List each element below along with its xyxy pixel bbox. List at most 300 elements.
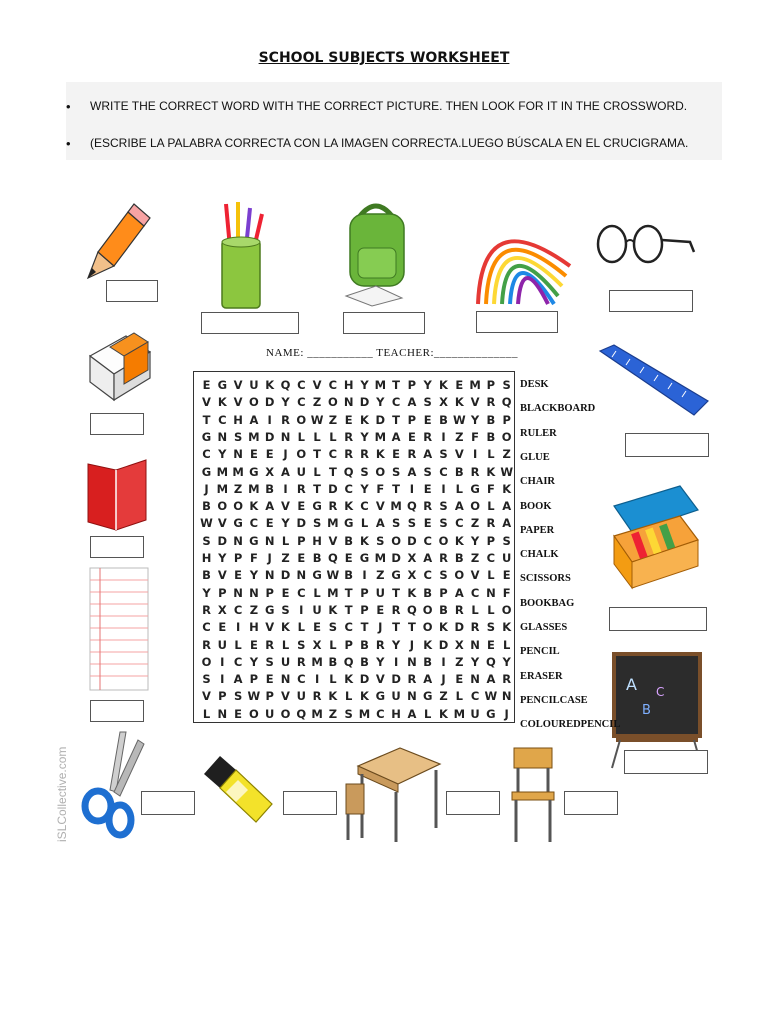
grid-cell: D — [280, 568, 291, 583]
grid-cell: V — [312, 378, 322, 392]
grid-cell: V — [470, 395, 480, 410]
grid-cell: T — [313, 481, 322, 496]
grid-cell: R — [360, 447, 369, 462]
grid-cell: B — [202, 499, 211, 514]
answer-box-rainbow[interactable] — [476, 311, 558, 333]
word-list-item: GLUE — [520, 451, 550, 463]
grid-cell: N — [407, 689, 417, 704]
grid-cell: W — [326, 568, 340, 583]
grid-cell: G — [375, 689, 386, 704]
grid-cell: B — [360, 637, 369, 652]
grid-cell: L — [313, 464, 321, 479]
grid-cell: I — [220, 654, 225, 669]
grid-cell: L — [487, 499, 495, 514]
grid-cell: G — [249, 464, 259, 479]
grid-cell: Q — [280, 378, 291, 392]
grid-cell: H — [343, 378, 354, 392]
grid-cell: P — [486, 378, 496, 392]
ruler-icon — [596, 345, 711, 420]
grid-cell: G — [422, 689, 433, 704]
grid-cell: Z — [470, 551, 480, 565]
grid-cell: K — [486, 464, 496, 479]
grid-cell: J — [378, 620, 383, 635]
grid-cell: K — [360, 412, 369, 427]
grid-cell: I — [441, 481, 446, 496]
grid-cell: S — [281, 602, 290, 617]
answer-box-desk[interactable] — [446, 791, 500, 815]
grid-cell: P — [249, 672, 259, 687]
grid-cell: S — [391, 464, 401, 479]
grid-cell: G — [470, 481, 480, 496]
grid-cell: E — [344, 551, 353, 565]
grid-cell: H — [391, 706, 401, 721]
grid-cell: C — [439, 464, 448, 479]
grid-cell: Z — [249, 602, 259, 617]
grid-cell: C — [344, 620, 353, 635]
grid-cell: G — [312, 568, 322, 583]
grid-cell: D — [407, 533, 417, 548]
grid-cell: B — [360, 654, 369, 669]
grid-cell: M — [248, 481, 260, 496]
grid-cell: K — [360, 689, 369, 704]
grid-cell: I — [362, 568, 367, 583]
grid-cell: K — [281, 620, 290, 635]
grid-cell: W — [310, 412, 324, 427]
board-letter-a: A — [626, 675, 637, 694]
grid-cell: R — [328, 499, 338, 514]
grid-cell: E — [376, 602, 385, 617]
grid-cell: T — [407, 620, 416, 635]
grid-cell: I — [299, 602, 304, 617]
grid-cell: A — [233, 672, 243, 687]
answer-box-pencil[interactable] — [106, 280, 158, 302]
grid-cell: Y — [202, 585, 211, 600]
grid-cell: N — [264, 568, 275, 583]
grid-cell: H — [201, 551, 212, 565]
grid-cell: Y — [218, 551, 227, 565]
grid-cell: P — [233, 551, 243, 565]
grid-cell: J — [267, 551, 272, 565]
instruction-text-2: (ESCRIBE LA PALABRA CORRECTA CON LA IMAGEN CORRECTA.LUEGO BÚSCALA EN EL CRUCIGRAMA. — [90, 136, 689, 150]
grid-cell: R — [202, 637, 211, 652]
grid-cell: E — [455, 672, 464, 687]
grid-cell: P — [360, 585, 369, 600]
answer-box-paper[interactable] — [90, 700, 144, 722]
name-teacher-line: NAME: ___________ TEACHER:______________ — [266, 347, 519, 359]
grid-cell: A — [265, 499, 275, 514]
grid-cell: G — [217, 378, 228, 392]
grid-cell: K — [439, 620, 448, 635]
grid-cell: F — [502, 585, 511, 600]
grid-cell: R — [470, 620, 480, 635]
watermark — [50, 712, 80, 842]
word-list-item: BOOKBAG — [520, 597, 575, 609]
grid-cell: B — [486, 412, 496, 427]
grid-cell: U — [391, 689, 401, 704]
grid-cell: K — [502, 481, 512, 496]
grid-cell: M — [327, 585, 339, 600]
grid-cell: C — [297, 378, 306, 392]
grid-cell: L — [281, 533, 290, 548]
grid-cell: P — [265, 689, 274, 704]
grid-cell: R — [281, 412, 290, 427]
watermark-text: iSLCollective.com — [55, 746, 69, 842]
answer-box-scissors[interactable] — [141, 791, 195, 815]
grid-cell: I — [283, 481, 288, 496]
grid-cell: B — [439, 602, 448, 617]
grid-cell: E — [407, 429, 416, 444]
grid-cell: P — [486, 533, 496, 548]
grid-cell: E — [502, 568, 511, 583]
grid-cell: I — [235, 620, 241, 635]
grid-cell: E — [202, 378, 211, 392]
grid-cell: G — [359, 551, 370, 565]
grid-cell: Z — [328, 412, 338, 427]
grid-cell: M — [390, 499, 402, 514]
grid-cell: N — [501, 689, 512, 704]
grid-cell: J — [504, 706, 509, 721]
grid-cell: A — [391, 429, 401, 444]
word-list-item: COLOUREDPENCIL — [520, 719, 621, 731]
grid-cell: Y — [376, 654, 385, 669]
grid-cell: F — [249, 551, 258, 565]
grid-cell: V — [375, 499, 385, 514]
grid-cell: G — [249, 533, 259, 548]
grid-cell: R — [407, 447, 417, 462]
grid-cell: N — [470, 637, 480, 652]
word-list-item: DESK — [520, 379, 549, 390]
grid-cell: R — [486, 395, 496, 410]
grid-cell: G — [233, 516, 243, 531]
grid-cell: S — [297, 637, 306, 652]
grid-cell: K — [423, 637, 433, 652]
grid-cell: N — [280, 429, 291, 444]
grid-cell: Y — [249, 654, 259, 669]
grid-cell: R — [296, 654, 306, 669]
grid-cell: N — [470, 672, 480, 687]
grid-cell: S — [407, 516, 417, 531]
grid-cell: Y — [360, 429, 369, 444]
grid-cell: O — [280, 706, 291, 721]
grid-cell: I — [220, 672, 225, 687]
grid-cell: R — [423, 499, 433, 514]
grid-cell: T — [360, 620, 369, 635]
grid-cell: K — [375, 447, 385, 462]
grid-cell: I — [267, 412, 272, 427]
grid-cell: S — [502, 378, 511, 392]
grid-cell: Y — [360, 378, 369, 392]
grid-cell: X — [265, 464, 275, 479]
grid-cell: Y — [470, 412, 480, 427]
grid-cell: B — [202, 568, 211, 583]
grid-cell: D — [359, 672, 370, 687]
answer-box-backpack[interactable] — [343, 312, 425, 334]
grid-cell: V — [281, 689, 290, 704]
grid-cell: L — [345, 689, 353, 704]
grid-cell: L — [360, 516, 369, 531]
grid-cell: Z — [312, 395, 322, 410]
desk-icon — [344, 744, 444, 844]
grid-cell: S — [486, 620, 496, 635]
grid-cell: L — [424, 706, 432, 721]
grid-cell: A — [502, 516, 512, 531]
grid-cell: U — [375, 585, 385, 600]
grid-cell: Z — [455, 429, 464, 444]
grid-cell: I — [472, 447, 478, 462]
grid-cell: Y — [281, 516, 290, 531]
answer-box-ruler[interactable] — [625, 433, 709, 457]
answer-box-glasses[interactable] — [609, 290, 693, 312]
grid-cell: O — [422, 620, 433, 635]
grid-cell: R — [312, 689, 322, 704]
grid-cell: D — [391, 551, 401, 565]
grid-cell: E — [265, 672, 274, 687]
grid-cell: R — [439, 551, 448, 565]
grid-cell: K — [407, 585, 417, 600]
grid-cell: V — [217, 568, 227, 583]
grid-cell: W — [500, 464, 514, 479]
grid-cell: N — [407, 654, 417, 669]
grid-cell: K — [344, 499, 354, 514]
grid-cell: V — [265, 620, 275, 635]
grid-cell: A — [423, 551, 433, 565]
grid-cell: P — [407, 378, 417, 392]
grid-cell: S — [312, 516, 322, 531]
answer-box-blackboard[interactable] — [624, 750, 708, 774]
grid-cell: T — [202, 412, 211, 427]
grid-cell: N — [233, 447, 243, 462]
grid-cell: A — [407, 706, 417, 721]
grid-cell: P — [344, 637, 353, 652]
grid-cell: A — [249, 412, 259, 427]
grid-cell: Q — [296, 706, 307, 721]
grid-cell: S — [344, 706, 353, 721]
grid-cell: U — [217, 637, 227, 652]
answer-box-book[interactable] — [90, 536, 144, 558]
grid-cell: K — [328, 602, 338, 617]
grid-cell: P — [218, 689, 227, 704]
grid-cell: N — [249, 585, 259, 600]
grid-cell: O — [454, 568, 465, 583]
grid-cell: Y — [470, 533, 480, 548]
grid-cell: P — [265, 585, 274, 600]
grid-cell: M — [232, 464, 244, 479]
grid-cell: K — [454, 533, 464, 548]
grid-cell: M — [248, 429, 260, 444]
word-list-item: RULER — [520, 427, 557, 439]
grid-cell: V — [281, 499, 290, 514]
grid-cell: P — [439, 585, 448, 600]
grid-cell: D — [217, 533, 228, 548]
grid-cell: B — [486, 429, 496, 444]
grid-cell: L — [329, 429, 337, 444]
grid-cell: C — [297, 395, 306, 410]
grid-cell: P — [407, 412, 417, 427]
answer-box-chair[interactable] — [564, 791, 618, 815]
grid-cell: N — [486, 585, 496, 600]
eraser-icon — [86, 330, 154, 402]
grid-cell: Y — [249, 568, 259, 583]
grid-cell: Z — [502, 447, 511, 462]
grid-cell: L — [487, 568, 495, 583]
grid-cell: T — [344, 585, 353, 600]
grid-cell: H — [233, 412, 243, 427]
grid-cell: C — [360, 499, 369, 514]
grid-cell: Q — [407, 602, 417, 617]
glue-stick-icon — [200, 752, 276, 826]
grid-cell: G — [343, 516, 354, 531]
grid-cell: L — [329, 672, 337, 687]
grid-cell: Q — [343, 654, 354, 669]
grid-cell: N — [217, 429, 228, 444]
grid-cell: G — [312, 499, 322, 514]
grid-cell: J — [441, 672, 446, 687]
grid-cell: Z — [376, 568, 385, 583]
word-list-item: GLASSES — [520, 622, 568, 633]
word-list-item: PAPER — [520, 524, 555, 536]
grid-cell: Y — [360, 481, 369, 496]
grid-cell: S — [233, 429, 243, 444]
grid-cell: U — [296, 689, 306, 704]
grid-cell: X — [407, 551, 417, 565]
grid-cell: C — [233, 654, 243, 669]
grid-cell: F — [376, 481, 385, 496]
grid-cell: K — [439, 706, 448, 721]
grid-cell: T — [313, 447, 322, 462]
grid-cell: S — [360, 464, 369, 479]
grid-cell: G — [201, 464, 212, 479]
grid-cell: A — [407, 464, 417, 479]
grid-cell: T — [328, 464, 337, 479]
scissors-icon — [76, 730, 152, 840]
grid-cell: Z — [470, 516, 480, 531]
grid-cell: L — [487, 602, 495, 617]
grid-cell: K — [502, 620, 512, 635]
grid-cell: T — [344, 602, 353, 617]
answer-box-glue[interactable] — [283, 791, 337, 815]
grid-cell: E — [297, 499, 306, 514]
bullet: • — [66, 136, 71, 151]
grid-cell: C — [470, 689, 480, 704]
grid-cell: G — [486, 706, 496, 721]
grid-cell: S — [376, 533, 385, 548]
grid-cell: L — [202, 706, 211, 721]
grid-cell: X — [454, 637, 464, 652]
answer-box-pencil-cup[interactable] — [201, 312, 299, 334]
grid-cell: S — [502, 533, 511, 548]
grid-cell: U — [312, 602, 322, 617]
grid-cell: T — [392, 481, 401, 496]
grid-cell: Z — [455, 654, 464, 669]
grid-cell: B — [439, 412, 448, 427]
grid-cell: S — [202, 533, 211, 548]
grid-cell: A — [423, 447, 433, 462]
grid-cell: C — [297, 585, 306, 600]
grid-cell: U — [502, 551, 512, 565]
grid-cell: R — [375, 637, 385, 652]
grid-cell: Y — [218, 447, 227, 462]
grid-cell: K — [265, 378, 275, 392]
grid-cell: O — [233, 499, 243, 514]
grid-cell: E — [423, 481, 432, 496]
grid-cell: R — [296, 481, 306, 496]
grid-cell: J — [204, 481, 209, 496]
grid-cell: N — [280, 672, 291, 687]
grid-cell: K — [360, 533, 369, 548]
grid-cell: A — [281, 464, 290, 479]
grid-cell: P — [218, 585, 227, 600]
grid-cell: E — [297, 551, 306, 565]
grid-cell: C — [218, 412, 227, 427]
grid-cell: B — [344, 568, 354, 583]
grid-cell: E — [218, 620, 227, 635]
grid-cell: P — [360, 602, 369, 617]
grid-cell: R — [454, 602, 464, 617]
grid-cell: E — [249, 637, 258, 652]
grid-cell: R — [470, 464, 480, 479]
grid-cell: R — [486, 516, 496, 531]
grid-cell: M — [374, 429, 387, 444]
grid-cell: O — [470, 499, 480, 514]
word-list-item: BOOK — [520, 500, 552, 512]
grid-cell: E — [234, 706, 243, 721]
grid-cell: C — [297, 672, 306, 687]
grid-cell: K — [344, 672, 354, 687]
board-letter-b: B — [642, 703, 651, 718]
grid-cell: M — [216, 464, 229, 479]
grid-cell: N — [217, 706, 228, 721]
grid-cell: D — [359, 395, 370, 410]
grid-cell: I — [409, 481, 415, 496]
grid-cell: L — [297, 620, 305, 635]
word-list-item: PENCIL — [520, 646, 560, 658]
grid-cell: K — [217, 395, 227, 410]
grid-cell: X — [312, 637, 322, 652]
grid-cell: R — [391, 602, 401, 617]
answer-box-pencil-case[interactable] — [609, 607, 707, 631]
answer-box-eraser[interactable] — [90, 413, 144, 435]
grid-cell: R — [202, 602, 211, 617]
grid-cell: X — [439, 395, 448, 410]
grid-cell: O — [501, 429, 512, 444]
grid-cell: C — [328, 378, 338, 392]
grid-cell: D — [375, 412, 386, 427]
grid-cell: C — [423, 533, 432, 548]
grid-cell: A — [375, 516, 385, 531]
grid-cell: S — [439, 499, 448, 514]
grid-cell: S — [391, 516, 401, 531]
word-list-item: SCISSORS — [520, 573, 571, 585]
grid-cell: R — [344, 429, 354, 444]
grid-cell: Q — [501, 395, 512, 410]
grid-cell: R — [344, 447, 354, 462]
grid-cell: L — [455, 689, 463, 704]
grid-cell: D — [328, 481, 338, 496]
grid-cell: O — [375, 464, 386, 479]
grid-cell: S — [439, 568, 448, 583]
grid-cell: R — [407, 672, 417, 687]
grid-cell: L — [455, 481, 463, 496]
grid-cell: Y — [281, 395, 290, 410]
grid-cell: G — [201, 429, 212, 444]
grid-cell: R — [423, 429, 433, 444]
grid-cell: L — [234, 637, 242, 652]
word-list-item: CHAIR — [520, 476, 556, 488]
grid-cell: C — [202, 447, 211, 462]
grid-cell: X — [407, 568, 417, 583]
grid-cell: O — [296, 412, 307, 427]
grid-cell: L — [471, 602, 479, 617]
